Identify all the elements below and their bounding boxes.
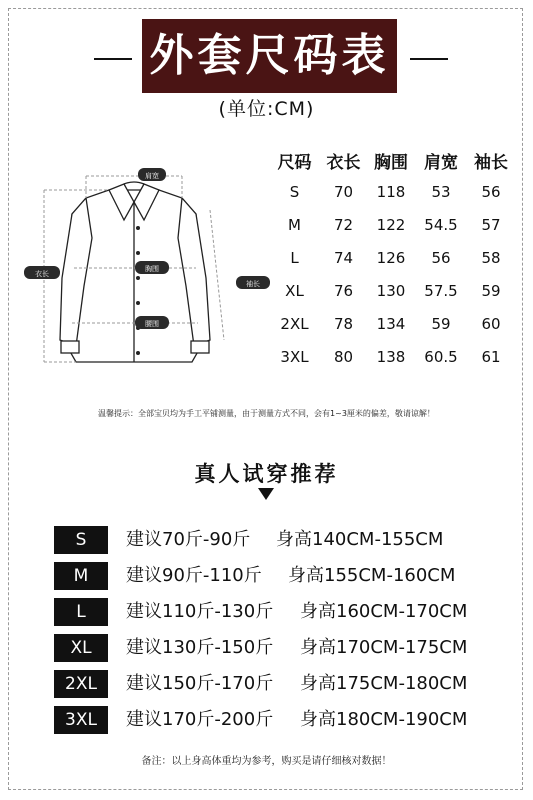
label-waist: 腰围 [145, 320, 159, 328]
table-cell: 138 [376, 347, 406, 366]
table-cell: 70 [333, 182, 354, 201]
table-cell: 2XL [280, 314, 309, 333]
header-cell: 衣长 [326, 152, 361, 173]
weight-range: 建议150斤-170斤 [126, 673, 274, 694]
table-cell: 80 [333, 347, 354, 366]
table-cell: 74 [333, 248, 354, 267]
table-cell: 60.5 [424, 347, 458, 366]
label-sleeve: 袖长 [246, 280, 260, 288]
measurement-tip: 温馨提示：全部宝贝均为手工平铺测量，由于测量方式不同，会有1~3厘米的偏差，敬请谅解！ [98, 409, 435, 418]
table-cell: 56 [431, 248, 451, 267]
table-cell: 57 [481, 215, 501, 234]
table-cell: 61 [481, 347, 501, 366]
table-cell: 78 [333, 314, 354, 333]
size-badge: 2XL [54, 670, 108, 698]
table-row [270, 175, 514, 208]
height-range: 身高180CM-190CM [300, 709, 468, 730]
footer-note: 备注：以上身高体重均为参考，购买是请仔细核对数据！ [141, 756, 392, 767]
size-badge: XL [54, 634, 108, 662]
size-badge: M [54, 562, 108, 590]
table-row [270, 340, 514, 373]
table-cell: 56 [481, 182, 501, 201]
header-cell: 胸围 [374, 152, 408, 173]
title-line-right [410, 58, 448, 60]
recommendation-row [54, 670, 533, 698]
table-cell: S [289, 182, 300, 201]
size-badge: L [54, 598, 108, 626]
recommendation-row [54, 562, 533, 590]
recommendation-row [54, 634, 533, 662]
unit-label: (单位:CM) [218, 98, 315, 120]
header-cell: 尺码 [277, 152, 312, 173]
table-row [270, 307, 514, 340]
table-cell: 54.5 [424, 215, 458, 234]
page-title: 外套尺码表 [142, 19, 397, 93]
table-cell: M [288, 215, 301, 234]
shirt-outline [60, 182, 210, 362]
weight-range: 建议90斤-110斤 [126, 565, 262, 586]
weight-range: 建议110斤-130斤 [126, 601, 274, 622]
table-cell: L [290, 248, 299, 267]
height-range: 身高155CM-160CM [288, 565, 456, 586]
table-row [270, 208, 514, 241]
table-row [270, 241, 514, 274]
section-title: 真人试穿推荐 [194, 462, 339, 486]
table-cell: 134 [376, 314, 406, 333]
size-table-header [270, 145, 514, 175]
table-row [270, 274, 514, 307]
height-range: 身高140CM-155CM [276, 529, 444, 550]
table-cell: 118 [376, 182, 406, 201]
down-arrow-icon [258, 488, 274, 500]
table-cell: 57.5 [424, 281, 458, 300]
table-cell: XL [285, 281, 304, 300]
weight-range: 建议130斤-150斤 [126, 637, 274, 658]
label-chest: 胸围 [145, 265, 159, 273]
weight-range: 建议70斤-90斤 [126, 529, 251, 550]
table-cell: 53 [431, 182, 451, 201]
table-cell: 59 [431, 314, 451, 333]
table-cell: 58 [481, 248, 501, 267]
label-length: 衣长 [35, 270, 49, 278]
recommendation-row [54, 706, 533, 734]
table-cell: 60 [481, 314, 501, 333]
size-badge: S [54, 526, 108, 554]
height-range: 身高170CM-175CM [300, 637, 468, 658]
height-range: 身高175CM-180CM [300, 673, 468, 694]
table-cell: 72 [333, 215, 354, 234]
table-cell: 130 [376, 281, 406, 300]
title-line-left [94, 58, 132, 60]
label-shoulder: 肩宽 [145, 172, 159, 180]
header-cell: 肩宽 [424, 152, 458, 173]
shirt-diagram [14, 158, 276, 383]
table-cell: 76 [333, 281, 354, 300]
table-cell: 59 [481, 281, 501, 300]
weight-range: 建议170斤-200斤 [126, 709, 274, 730]
table-cell: 122 [376, 215, 406, 234]
recommendation-row [54, 526, 533, 554]
size-table [270, 145, 514, 373]
height-range: 身高160CM-170CM [300, 601, 468, 622]
table-cell: 3XL [280, 347, 309, 366]
recommendation-row [54, 598, 533, 626]
table-cell: 126 [376, 248, 406, 267]
header-cell: 袖长 [474, 152, 508, 173]
size-badge: 3XL [54, 706, 108, 734]
